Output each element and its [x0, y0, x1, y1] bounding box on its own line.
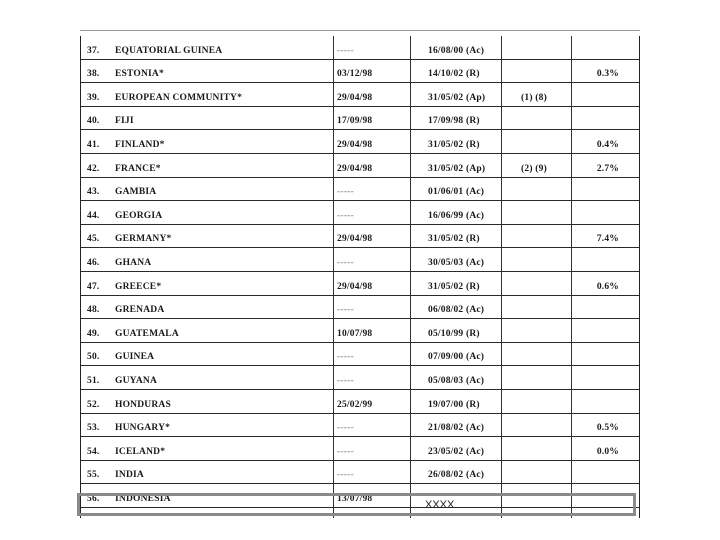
cell-name: GREECE* — [115, 281, 162, 292]
cell-pct: 0.6% — [596, 281, 619, 292]
cell-num: 41. — [87, 139, 100, 150]
cell-signed: ----- — [337, 446, 354, 457]
cell-pct: 0.4% — [596, 139, 619, 150]
cell-signed: 29/04/98 — [337, 281, 373, 292]
cell-num: 53. — [87, 423, 100, 434]
table-row — [81, 36, 639, 60]
cell-ratified: 31/05/02 (Ap) — [428, 163, 486, 174]
cell-signed: ----- — [337, 45, 354, 56]
cell-num: 46. — [87, 257, 100, 268]
cell-ratified: 26/08/02 (Ac) — [428, 470, 485, 481]
cell-signed: 13/07/98 — [337, 493, 373, 504]
table-row — [81, 343, 639, 367]
cell-ratified: 23/05/02 (Ac) — [428, 446, 485, 457]
cell-name: GERMANY* — [115, 234, 172, 245]
table-row — [81, 319, 639, 343]
cell-signed: ----- — [337, 470, 354, 481]
table-row — [81, 248, 639, 272]
cell-signed: 25/02/99 — [337, 399, 373, 410]
cell-ratified: 19/07/00 (R) — [428, 399, 480, 410]
cell-num: 54. — [87, 446, 100, 457]
cell-signed: 29/04/98 — [337, 92, 373, 103]
cell-ratified: 16/06/99 (Ac) — [428, 210, 485, 221]
top-divider — [80, 30, 640, 31]
cell-ratified: 21/08/02 (Ac) — [428, 423, 485, 434]
cell-ratified: 06/08/02 (Ac) — [428, 305, 485, 316]
cell-name: GRENADA — [115, 305, 165, 316]
ratification-table — [80, 36, 640, 518]
cell-signed: 03/12/98 — [337, 69, 373, 80]
cell-num: 44. — [87, 210, 100, 221]
cell-ratified: 31/05/02 (R) — [428, 234, 480, 245]
cell-ratified: 07/09/00 (Ac) — [428, 352, 485, 363]
cell-num: 45. — [87, 234, 100, 245]
table-row — [81, 178, 639, 202]
cell-pct: 0.3% — [596, 69, 619, 80]
cell-name: ESTONIA* — [115, 69, 164, 80]
cell-ratified: 31/05/02 (Ap) — [428, 92, 486, 103]
cell-name: EQUATORIAL GUINEA — [115, 45, 223, 56]
cell-ratified: 31/05/02 (R) — [428, 139, 480, 150]
table-row — [81, 366, 639, 390]
cell-pct: 0.5% — [596, 423, 619, 434]
cell-signed: ----- — [337, 305, 354, 316]
cell-signed: ----- — [337, 257, 354, 268]
cell-num: 56. — [87, 493, 100, 504]
cell-num: 39. — [87, 92, 100, 103]
cell-name: HONDURAS — [115, 399, 171, 410]
cell-num: 38. — [87, 69, 100, 80]
cell-signed: ----- — [337, 352, 354, 363]
cell-signed: 29/04/98 — [337, 234, 373, 245]
cell-signed: ----- — [337, 210, 354, 221]
cell-signed: 29/04/98 — [337, 163, 373, 174]
cell-num: 42. — [87, 163, 100, 174]
cell-signed: 10/07/98 — [337, 328, 373, 339]
table-row — [81, 83, 639, 107]
cell-num: 37. — [87, 45, 100, 56]
cell-ratified: 31/05/02 (R) — [428, 281, 480, 292]
cell-ratified: 17/09/98 (R) — [428, 116, 480, 127]
cell-name: FRANCE* — [115, 163, 161, 174]
cell-name: GUINEA — [115, 352, 155, 363]
cell-num: 48. — [87, 305, 100, 316]
cell-signed: ----- — [337, 375, 354, 386]
cell-ratified: 05/10/99 (R) — [428, 328, 480, 339]
table-row — [81, 201, 639, 225]
cell-num: 52. — [87, 399, 100, 410]
cell-num: 47. — [87, 281, 100, 292]
cell-num: 43. — [87, 187, 100, 198]
cell-name: GEORGIA — [115, 210, 163, 221]
table-row — [81, 60, 639, 84]
cell-name: GAMBIA — [115, 187, 157, 198]
table-row — [81, 390, 639, 414]
cell-name: HUNGARY* — [115, 423, 171, 434]
cell-pct: 7.4% — [596, 234, 619, 245]
table-row — [81, 130, 639, 154]
cell-ratified: 01/06/01 (Ac) — [428, 187, 485, 198]
table-row — [81, 154, 639, 178]
cell-num: 49. — [87, 328, 100, 339]
cell-pct: 0.0% — [596, 446, 619, 457]
table-row — [81, 296, 639, 320]
cell-ratified: 16/08/00 (Ac) — [428, 45, 485, 56]
cell-name: INDIA — [115, 470, 144, 481]
cell-pct: 2.7% — [596, 163, 619, 174]
cell-ratified: 05/08/03 (Ac) — [428, 375, 485, 386]
cell-num: 55. — [87, 470, 100, 481]
table-row — [81, 414, 639, 438]
cell-signed: ----- — [337, 187, 354, 198]
table-row — [81, 461, 639, 485]
cell-name: FINLAND* — [115, 139, 165, 150]
cell-note: (1) (8) — [521, 92, 547, 103]
cell-name: FIJI — [115, 116, 134, 127]
cell-signed: 17/09/98 — [337, 116, 373, 127]
redaction-label: XXXX — [425, 499, 455, 511]
cell-ratified: 14/10/02 (R) — [428, 69, 480, 80]
cell-ratified: 30/05/03 (Ac) — [428, 257, 485, 268]
cell-name: GUATEMALA — [115, 328, 179, 339]
cell-name: GHANA — [115, 257, 152, 268]
cell-signed: ----- — [337, 423, 354, 434]
cell-num: 50. — [87, 352, 100, 363]
cell-signed: 29/04/98 — [337, 139, 373, 150]
cell-name: ICELAND* — [115, 446, 166, 457]
cell-name: EUROPEAN COMMUNITY* — [115, 92, 243, 103]
cell-name: GUYANA — [115, 375, 158, 386]
table-row — [81, 272, 639, 296]
table-row — [81, 225, 639, 249]
table-row — [81, 107, 639, 131]
cell-note: (2) (9) — [521, 163, 547, 174]
cell-num: 40. — [87, 116, 100, 127]
cell-num: 51. — [87, 375, 100, 386]
highlight-box — [77, 493, 636, 516]
cell-name: INDONESIA — [115, 493, 171, 504]
table-row — [81, 437, 639, 461]
